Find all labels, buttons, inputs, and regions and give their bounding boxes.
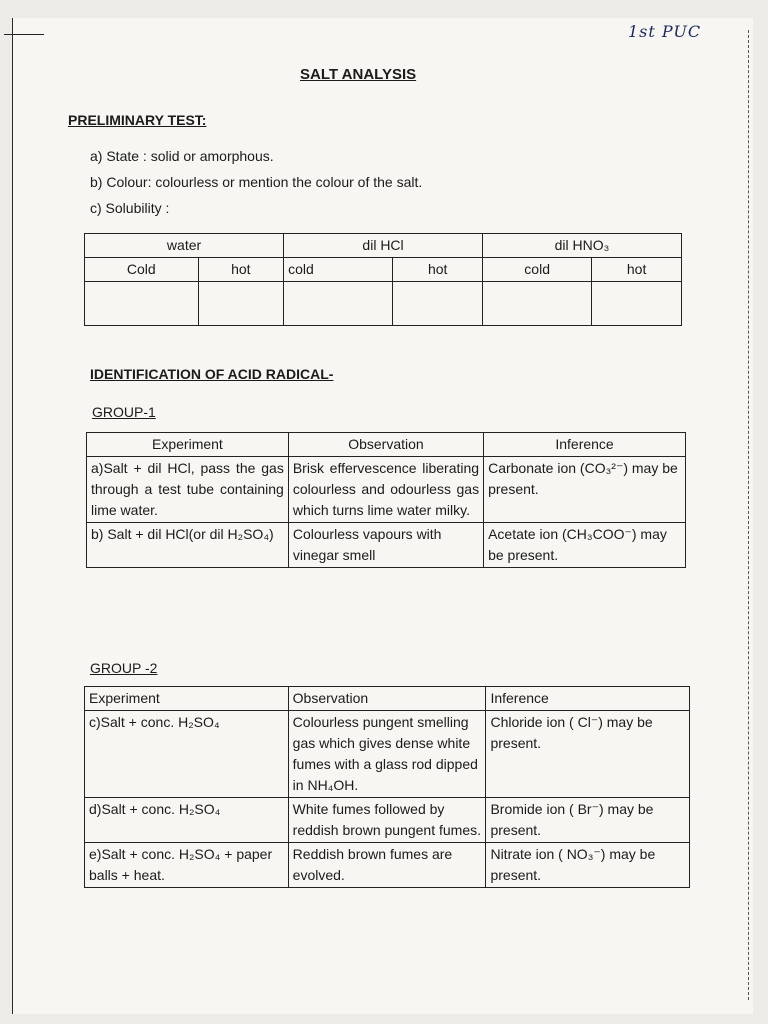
acid-radical-heading: IDENTIFICATION OF ACID RADICAL-: [90, 366, 334, 382]
blank-cell: [284, 282, 393, 326]
preliminary-item-colour: b) Colour: colourless or mention the colour of the salt.: [90, 174, 423, 190]
group2-row1-observation: Colourless pungent smelling gas which gives dense white fumes with a glass rod dipped in NH₄OH.: [288, 711, 486, 798]
group1-header-inference: Inference: [484, 433, 686, 457]
blank-cell: [483, 282, 592, 326]
subhead-hcl-cold: cold: [284, 258, 393, 282]
group1-row2-observation: Colourless vapours with vinegar smell: [288, 523, 483, 568]
header-dil-hno3: dil HNO₃: [483, 234, 682, 258]
group2-row3-experiment: e)Salt + conc. H₂SO₄ + paper balls + heat.: [85, 843, 289, 888]
group2-row2-inference: Bromide ion ( Br⁻) may be present.: [486, 798, 690, 843]
group2-row2-experiment: d)Salt + conc. H₂SO₄: [85, 798, 289, 843]
subhead-water-hot: hot: [198, 258, 284, 282]
margin-tick: [4, 34, 44, 35]
preliminary-heading: PRELIMINARY TEST:: [68, 112, 207, 128]
group1-row1-inference: Carbonate ion (CO₃²⁻) may be present.: [484, 457, 686, 523]
group-1-table: [86, 432, 686, 568]
blank-cell: [393, 282, 483, 326]
blank-cell: [85, 282, 199, 326]
subhead-hno3-cold: cold: [483, 258, 592, 282]
group-2-label: GROUP -2: [90, 660, 158, 676]
blank-cell: [198, 282, 284, 326]
subhead-water-cold: Cold: [85, 258, 199, 282]
group1-header-observation: Observation: [288, 433, 483, 457]
group1-header-experiment: Experiment: [87, 433, 289, 457]
group2-row1-experiment: c)Salt + conc. H₂SO₄: [85, 711, 289, 798]
group2-row1-inference: Chloride ion ( Cl⁻) may be present.: [486, 711, 690, 798]
solubility-table: [84, 233, 682, 326]
preliminary-item-solubility: c) Solubility :: [90, 200, 170, 216]
blank-cell: [592, 282, 682, 326]
page-title: SALT ANALYSIS: [300, 66, 417, 83]
group2-header-experiment: Experiment: [85, 687, 289, 711]
group2-header-observation: Observation: [288, 687, 486, 711]
group1-row1-observation: Brisk effervescence liberating colourless and odourless gas which turns lime water milky.: [288, 457, 483, 523]
subhead-hcl-hot: hot: [393, 258, 483, 282]
header-water: water: [85, 234, 284, 258]
group2-row2-observation: White fumes followed by reddish brown pungent fumes.: [288, 798, 486, 843]
group2-row3-observation: Reddish brown fumes are evolved.: [288, 843, 486, 888]
group1-row1-experiment: a)Salt + dil HCl, pass the gas through a test tube containing lime water.: [87, 457, 289, 523]
group1-row2-experiment: b) Salt + dil HCl(or dil H₂SO₄): [87, 523, 289, 568]
header-dil-hcl: dil HCl: [284, 234, 483, 258]
subhead-hno3-hot: hot: [592, 258, 682, 282]
handwritten-note: 1st PUC: [628, 22, 702, 41]
preliminary-item-state: a) State : solid or amorphous.: [90, 148, 274, 164]
group1-row2-inference: Acetate ion (CH₃COO⁻) may be present.: [484, 523, 686, 568]
group2-header-inference: Inference: [486, 687, 690, 711]
group-2-table: [84, 686, 690, 888]
margin-rule-right: [748, 30, 750, 1000]
group-1-label: GROUP-1: [92, 404, 156, 420]
group2-row3-inference: Nitrate ion ( NO₃⁻) may be present.: [486, 843, 690, 888]
